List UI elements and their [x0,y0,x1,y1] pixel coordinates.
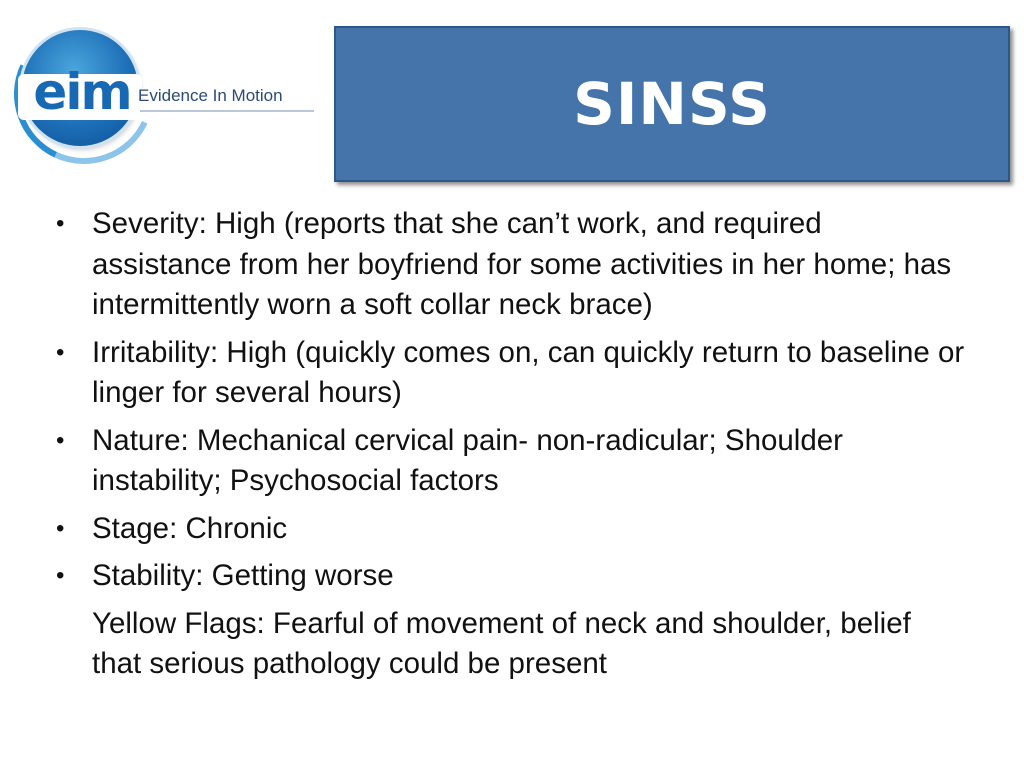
bullet-text: Nature: Mechanical cervical pain- non-radicular; Shoulder instability; Psychosocial factors [92,423,843,497]
yellow-flags-note [56,604,966,685]
logo-mark: eim [33,63,131,121]
bullet-list [56,204,966,692]
bullet-nature [56,421,966,502]
logo-tagline: Evidence In Motion [138,86,283,105]
bullet-icon: • [56,210,65,237]
title-banner [334,26,1010,182]
bullet-stage [56,509,966,550]
eim-logo [14,26,320,144]
slide-title: SINSS [573,70,771,138]
bullet-icon: • [56,514,65,542]
bullet-text: Irritability: High (quickly comes on, can quickly return to baseline or linger for several hours) [92,335,965,409]
bullet-icon: • [56,338,65,366]
logo-rule [140,110,314,112]
bullet-severity [56,204,966,326]
bullet-text: Stage: Chronic [92,511,288,545]
bullet-irritability [56,333,966,414]
bullet-text: Severity: High (reports that she can’t work, and required assistance from her boyfriend for some activities in her home; has intermittently worn a soft collar neck brace) [92,207,952,321]
bullet-icon: • [56,426,65,454]
bullet-text: Stability: Getting worse [92,559,394,592]
bullet-icon: • [56,562,65,589]
bullet-stability [56,556,966,597]
note-text: Yellow Flags: Fearful of movement of neck and shoulder, belief that serious pathology could be present [92,606,911,680]
